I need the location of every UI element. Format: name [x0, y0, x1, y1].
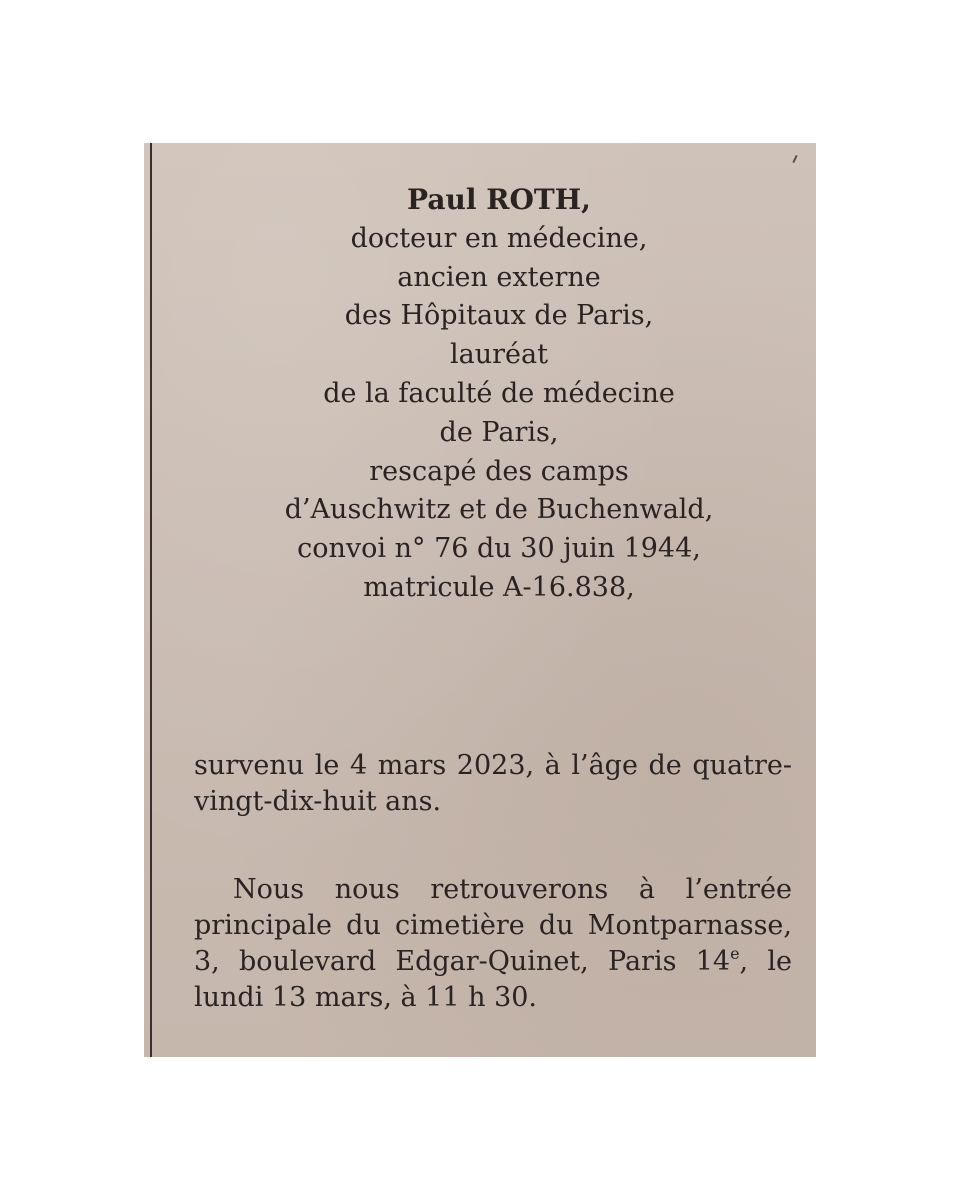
superscript-e: e — [730, 944, 740, 963]
title-line: rescapé des camps — [369, 455, 629, 487]
column-rule — [150, 143, 152, 1057]
funeral-text-end: , le lundi 13 mars, à 11 h 30. — [194, 946, 793, 1013]
paper-mark — [792, 155, 797, 163]
funeral-paragraph — [194, 872, 792, 1016]
title-line: convoi n° 76 du 30 juin 1944, — [297, 533, 701, 565]
title-line: des Hôpitaux de Paris, — [344, 300, 654, 332]
death-paragraph: survenu le 4 mars 2023, à l’âge de quatre-vingt-dix-huit ans. — [194, 750, 792, 817]
funeral-text: Nous nous retrouverons à l’entrée principale du cimetière du Montparnasse, 3, boulevard Edgar-Quinet, Paris 14 — [194, 874, 792, 977]
deceased-name: Paul ROTH, — [407, 183, 591, 216]
obituary-clipping — [144, 143, 816, 1057]
title-line: de la faculté de médecine — [323, 377, 675, 409]
title-line: ancien externe — [397, 261, 601, 293]
title-line: lauréat — [450, 339, 548, 371]
title-line: d’Auschwitz et de Buchenwald, — [284, 494, 714, 526]
title-line: docteur en médecine, — [350, 222, 648, 254]
title-line: matricule A-16.838, — [363, 571, 635, 603]
title-line: de Paris, — [439, 416, 559, 448]
obituary-header — [204, 181, 794, 608]
